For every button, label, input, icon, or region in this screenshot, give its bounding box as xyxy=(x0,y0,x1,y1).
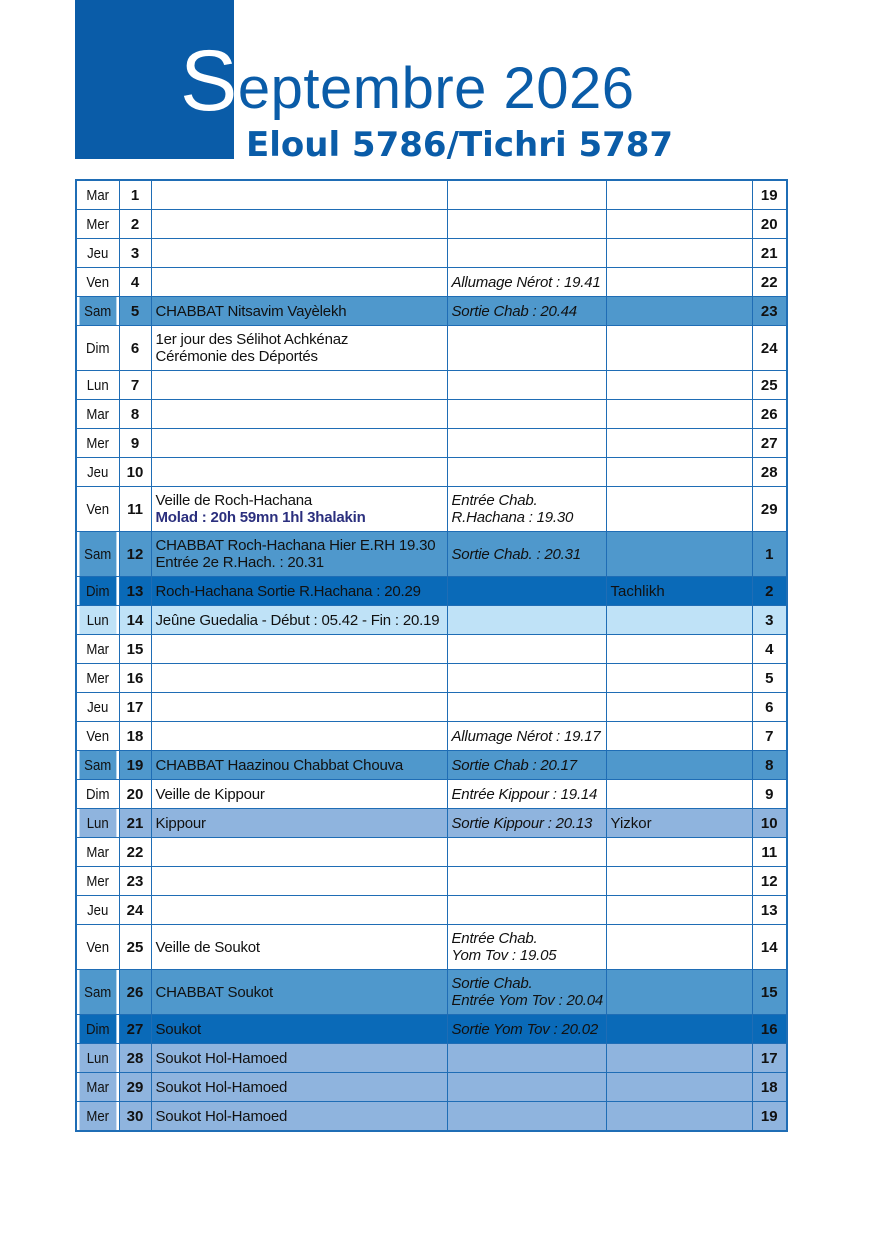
note-cell xyxy=(606,400,752,429)
note-cell xyxy=(606,1044,752,1073)
candle-time-text: Entrée Chab. xyxy=(451,930,538,947)
calendar-row xyxy=(76,1044,787,1073)
calendar-row xyxy=(76,297,787,326)
event-cell xyxy=(151,458,447,487)
event-cell xyxy=(151,239,447,268)
event-text: Entrée 2e R.Hach. : 20.31 xyxy=(155,554,324,571)
event-cell xyxy=(151,297,447,326)
hebrew-date-cell: 25 xyxy=(752,371,787,400)
date-cell: 15 xyxy=(119,635,151,664)
candle-time-cell xyxy=(447,867,606,896)
note-cell xyxy=(606,693,752,722)
event-cell xyxy=(151,1073,447,1102)
event-text: Cérémonie des Déportés xyxy=(155,348,318,365)
calendar-row xyxy=(76,1073,787,1102)
candle-time-text: Allumage Nérot : 19.17 xyxy=(451,727,601,745)
calendar-row xyxy=(76,664,787,693)
calendar-row xyxy=(76,180,787,210)
hebrew-date-cell: 11 xyxy=(752,838,787,867)
date-cell: 13 xyxy=(119,577,151,606)
candle-time-cell xyxy=(447,1015,606,1044)
event-cell xyxy=(151,809,447,838)
event-text: CHABBAT Haazinou Chabbat Chouva xyxy=(155,756,404,774)
note-cell xyxy=(606,1073,752,1102)
event-cell xyxy=(151,838,447,867)
date-cell: 4 xyxy=(119,268,151,297)
calendar-row xyxy=(76,1102,787,1132)
date-cell: 6 xyxy=(119,326,151,371)
candle-time-cell xyxy=(447,925,606,970)
note-cell xyxy=(606,751,752,780)
candle-time-cell xyxy=(447,487,606,532)
candle-time-cell xyxy=(447,635,606,664)
candle-time-cell xyxy=(447,326,606,371)
calendar-row xyxy=(76,867,787,896)
calendar-row xyxy=(76,429,787,458)
hebrew-date-cell: 20 xyxy=(752,210,787,239)
weekday-cell: Lun xyxy=(79,606,117,635)
hebrew-date-cell: 16 xyxy=(752,1015,787,1044)
candle-time-cell xyxy=(447,722,606,751)
event-cell xyxy=(151,326,447,371)
candle-time-text: Sortie Chab. : 20.31 xyxy=(451,545,581,563)
candle-time-text: Entrée Chab. xyxy=(451,492,538,509)
calendar-row xyxy=(76,925,787,970)
event-cell xyxy=(151,371,447,400)
event-cell xyxy=(151,606,447,635)
note-cell xyxy=(606,664,752,693)
note-cell: Tachlikh xyxy=(606,577,752,606)
calendar-row xyxy=(76,371,787,400)
candle-time-text: Sortie Yom Tov : 20.02 xyxy=(451,1020,599,1038)
weekday-cell: Lun xyxy=(79,1044,117,1073)
event-cell xyxy=(151,867,447,896)
note-cell xyxy=(606,210,752,239)
hebrew-date-cell: 4 xyxy=(752,635,787,664)
candle-time-cell xyxy=(447,1073,606,1102)
molad-text: Molad : 20h 59mn 1hl 3halakin xyxy=(155,509,366,526)
weekday-cell: Mer xyxy=(79,429,117,458)
candle-time-text: Allumage Nérot : 19.41 xyxy=(451,273,601,291)
event-cell xyxy=(151,751,447,780)
candle-time-cell xyxy=(447,664,606,693)
candle-time-cell xyxy=(447,809,606,838)
calendar-row xyxy=(76,458,787,487)
candle-time-text: Sortie Chab : 20.17 xyxy=(451,756,577,774)
calendar-row xyxy=(76,532,787,577)
candle-time-cell xyxy=(447,896,606,925)
candle-time-text: Entrée Kippour : 19.14 xyxy=(451,785,598,803)
candle-time-text: R.Hachana : 19.30 xyxy=(451,509,574,526)
note-cell xyxy=(606,180,752,210)
note-cell xyxy=(606,268,752,297)
calendar-row xyxy=(76,487,787,532)
note-cell xyxy=(606,722,752,751)
weekday-cell: Jeu xyxy=(79,239,117,268)
note-cell xyxy=(606,635,752,664)
date-cell: 25 xyxy=(119,925,151,970)
candle-time-cell xyxy=(447,268,606,297)
candle-time-cell xyxy=(447,458,606,487)
event-cell xyxy=(151,180,447,210)
weekday-cell: Mar xyxy=(79,1073,117,1102)
candle-time-cell xyxy=(447,606,606,635)
hebrew-date-cell: 19 xyxy=(752,1102,787,1132)
candle-time-cell xyxy=(447,429,606,458)
event-text: Soukot Hol-Hamoed xyxy=(155,1049,288,1067)
weekday-cell: Sam xyxy=(79,751,117,780)
candle-time-cell xyxy=(447,180,606,210)
hebrew-date-cell: 6 xyxy=(752,693,787,722)
title-initial: S xyxy=(180,33,238,129)
date-cell: 2 xyxy=(119,210,151,239)
candle-time-cell xyxy=(447,970,606,1015)
calendar-row xyxy=(76,400,787,429)
title-rest: eptembre 2026 xyxy=(237,56,635,121)
candle-time-text: Sortie Chab : 20.44 xyxy=(451,302,577,320)
hebrew-date-cell: 8 xyxy=(752,751,787,780)
candle-time-text: Sortie Chab. xyxy=(451,975,533,992)
hebrew-date-cell: 1 xyxy=(752,532,787,577)
weekday-cell: Ven xyxy=(79,925,117,970)
candle-time-cell xyxy=(447,210,606,239)
date-cell: 20 xyxy=(119,780,151,809)
note-cell xyxy=(606,326,752,371)
candle-time-cell xyxy=(447,532,606,577)
event-text: CHABBAT Roch-Hachana Hier E.RH 19.30 xyxy=(155,537,436,554)
event-text: CHABBAT Nitsavim Vayèlekh xyxy=(155,302,347,320)
candle-time-text: Entrée Yom Tov : 20.04 xyxy=(451,992,604,1009)
note-cell xyxy=(606,487,752,532)
weekday-cell: Jeu xyxy=(79,458,117,487)
hebrew-date-cell: 23 xyxy=(752,297,787,326)
event-cell xyxy=(151,268,447,297)
event-text: Veille de Roch-Hachana xyxy=(155,492,313,509)
candle-time-cell xyxy=(447,239,606,268)
weekday-cell: Ven xyxy=(79,722,117,751)
date-cell: 5 xyxy=(119,297,151,326)
weekday-cell: Mar xyxy=(79,180,117,210)
event-text: Kippour xyxy=(155,814,206,832)
note-cell xyxy=(606,970,752,1015)
page-title xyxy=(180,33,635,129)
date-cell: 16 xyxy=(119,664,151,693)
weekday-cell: Dim xyxy=(79,1015,117,1044)
note-cell xyxy=(606,925,752,970)
note-cell xyxy=(606,867,752,896)
hebrew-date-cell: 22 xyxy=(752,268,787,297)
calendar-row xyxy=(76,635,787,664)
weekday-cell: Ven xyxy=(79,487,117,532)
date-cell: 23 xyxy=(119,867,151,896)
event-cell xyxy=(151,896,447,925)
date-cell: 8 xyxy=(119,400,151,429)
candle-time-cell xyxy=(447,400,606,429)
candle-time-text: Yom Tov : 19.05 xyxy=(451,947,557,964)
event-cell xyxy=(151,722,447,751)
note-cell xyxy=(606,429,752,458)
weekday-cell: Jeu xyxy=(79,693,117,722)
event-cell xyxy=(151,925,447,970)
calendar-row xyxy=(76,239,787,268)
candle-time-cell xyxy=(447,1102,606,1132)
weekday-cell: Jeu xyxy=(79,896,117,925)
hebrew-date-cell: 21 xyxy=(752,239,787,268)
date-cell: 11 xyxy=(119,487,151,532)
hebrew-date-cell: 29 xyxy=(752,487,787,532)
date-cell: 22 xyxy=(119,838,151,867)
note-cell xyxy=(606,532,752,577)
date-cell: 17 xyxy=(119,693,151,722)
date-cell: 3 xyxy=(119,239,151,268)
hebrew-date-cell: 24 xyxy=(752,326,787,371)
hebrew-date-cell: 14 xyxy=(752,925,787,970)
event-text: Veille de Kippour xyxy=(155,785,265,803)
weekday-cell: Sam xyxy=(79,970,117,1015)
hebrew-date-cell: 18 xyxy=(752,1073,787,1102)
hebrew-date-cell: 28 xyxy=(752,458,787,487)
date-cell: 12 xyxy=(119,532,151,577)
date-cell: 18 xyxy=(119,722,151,751)
hebrew-date-cell: 26 xyxy=(752,400,787,429)
calendar-row xyxy=(76,896,787,925)
candle-time-cell xyxy=(447,577,606,606)
event-cell xyxy=(151,664,447,693)
note-cell xyxy=(606,1102,752,1132)
hebrew-date-cell: 13 xyxy=(752,896,787,925)
hebrew-date-cell: 17 xyxy=(752,1044,787,1073)
calendar-row xyxy=(76,838,787,867)
hebrew-date-cell: 27 xyxy=(752,429,787,458)
hebrew-date-cell: 2 xyxy=(752,577,787,606)
hebrew-date-cell: 19 xyxy=(752,180,787,210)
date-cell: 19 xyxy=(119,751,151,780)
calendar-row xyxy=(76,326,787,371)
date-cell: 1 xyxy=(119,180,151,210)
note-cell xyxy=(606,1015,752,1044)
weekday-cell: Mar xyxy=(79,400,117,429)
event-cell xyxy=(151,429,447,458)
date-cell: 29 xyxy=(119,1073,151,1102)
weekday-cell: Mer xyxy=(79,210,117,239)
note-cell xyxy=(606,838,752,867)
event-cell xyxy=(151,970,447,1015)
event-text: CHABBAT Soukot xyxy=(155,983,274,1001)
calendar-body xyxy=(76,180,787,1131)
weekday-cell: Dim xyxy=(79,780,117,809)
event-text: Roch-Hachana Sortie R.Hachana : 20.29 xyxy=(155,582,421,600)
note-cell xyxy=(606,458,752,487)
event-text: 1er jour des Sélihot Achkénaz xyxy=(155,331,349,348)
weekday-cell: Mer xyxy=(79,867,117,896)
note-cell xyxy=(606,780,752,809)
event-text: Soukot xyxy=(155,1020,201,1038)
weekday-cell: Ven xyxy=(79,268,117,297)
event-cell xyxy=(151,210,447,239)
event-text: Veille de Soukot xyxy=(155,938,260,956)
event-cell xyxy=(151,487,447,532)
note-cell xyxy=(606,896,752,925)
calendar-row xyxy=(76,970,787,1015)
candle-time-text: Sortie Kippour : 20.13 xyxy=(451,814,593,832)
candle-time-cell xyxy=(447,371,606,400)
event-text: Jeûne Guedalia - Début : 05.42 - Fin : 20.19 xyxy=(155,611,440,629)
calendar-row xyxy=(76,693,787,722)
date-cell: 7 xyxy=(119,371,151,400)
weekday-cell: Dim xyxy=(79,577,117,606)
hebrew-date-cell: 3 xyxy=(752,606,787,635)
event-cell xyxy=(151,400,447,429)
weekday-cell: Mer xyxy=(79,664,117,693)
note-cell: Yizkor xyxy=(606,809,752,838)
candle-time-cell xyxy=(447,693,606,722)
date-cell: 27 xyxy=(119,1015,151,1044)
date-cell: 30 xyxy=(119,1102,151,1132)
calendar-row xyxy=(76,722,787,751)
hebrew-date-cell: 10 xyxy=(752,809,787,838)
candle-time-cell xyxy=(447,751,606,780)
date-cell: 14 xyxy=(119,606,151,635)
event-cell xyxy=(151,1015,447,1044)
weekday-cell: Lun xyxy=(79,809,117,838)
calendar-table xyxy=(75,179,788,1132)
event-cell xyxy=(151,577,447,606)
date-cell: 21 xyxy=(119,809,151,838)
calendar-row xyxy=(76,210,787,239)
date-cell: 10 xyxy=(119,458,151,487)
date-cell: 26 xyxy=(119,970,151,1015)
note-cell xyxy=(606,606,752,635)
date-cell: 24 xyxy=(119,896,151,925)
weekday-cell: Dim xyxy=(79,326,117,371)
weekday-cell: Mar xyxy=(79,635,117,664)
candle-time-cell xyxy=(447,297,606,326)
event-cell xyxy=(151,1044,447,1073)
event-cell xyxy=(151,1102,447,1132)
note-cell xyxy=(606,239,752,268)
calendar-row xyxy=(76,1015,787,1044)
calendar-row xyxy=(76,577,787,606)
weekday-cell: Mer xyxy=(79,1102,117,1132)
hebrew-date-cell: 15 xyxy=(752,970,787,1015)
event-cell xyxy=(151,693,447,722)
note-cell xyxy=(606,297,752,326)
calendar-row xyxy=(76,268,787,297)
hebrew-date-cell: 7 xyxy=(752,722,787,751)
event-cell xyxy=(151,635,447,664)
event-cell xyxy=(151,532,447,577)
hebrew-date-cell: 12 xyxy=(752,867,787,896)
candle-time-cell xyxy=(447,780,606,809)
weekday-cell: Sam xyxy=(79,297,117,326)
hebrew-date-cell: 5 xyxy=(752,664,787,693)
event-cell xyxy=(151,780,447,809)
weekday-cell: Mar xyxy=(79,838,117,867)
calendar-row xyxy=(76,809,787,838)
candle-time-cell xyxy=(447,838,606,867)
event-text: Soukot Hol-Hamoed xyxy=(155,1078,288,1096)
date-cell: 28 xyxy=(119,1044,151,1073)
weekday-cell: Lun xyxy=(79,371,117,400)
weekday-cell: Sam xyxy=(79,532,117,577)
event-text: Soukot Hol-Hamoed xyxy=(155,1107,288,1125)
candle-time-cell xyxy=(447,1044,606,1073)
calendar-row xyxy=(76,751,787,780)
calendar-row xyxy=(76,780,787,809)
hebrew-months-subtitle: Eloul 5786/Tichri 5787 xyxy=(246,125,674,165)
calendar-row xyxy=(76,606,787,635)
note-cell xyxy=(606,371,752,400)
date-cell: 9 xyxy=(119,429,151,458)
hebrew-date-cell: 9 xyxy=(752,780,787,809)
